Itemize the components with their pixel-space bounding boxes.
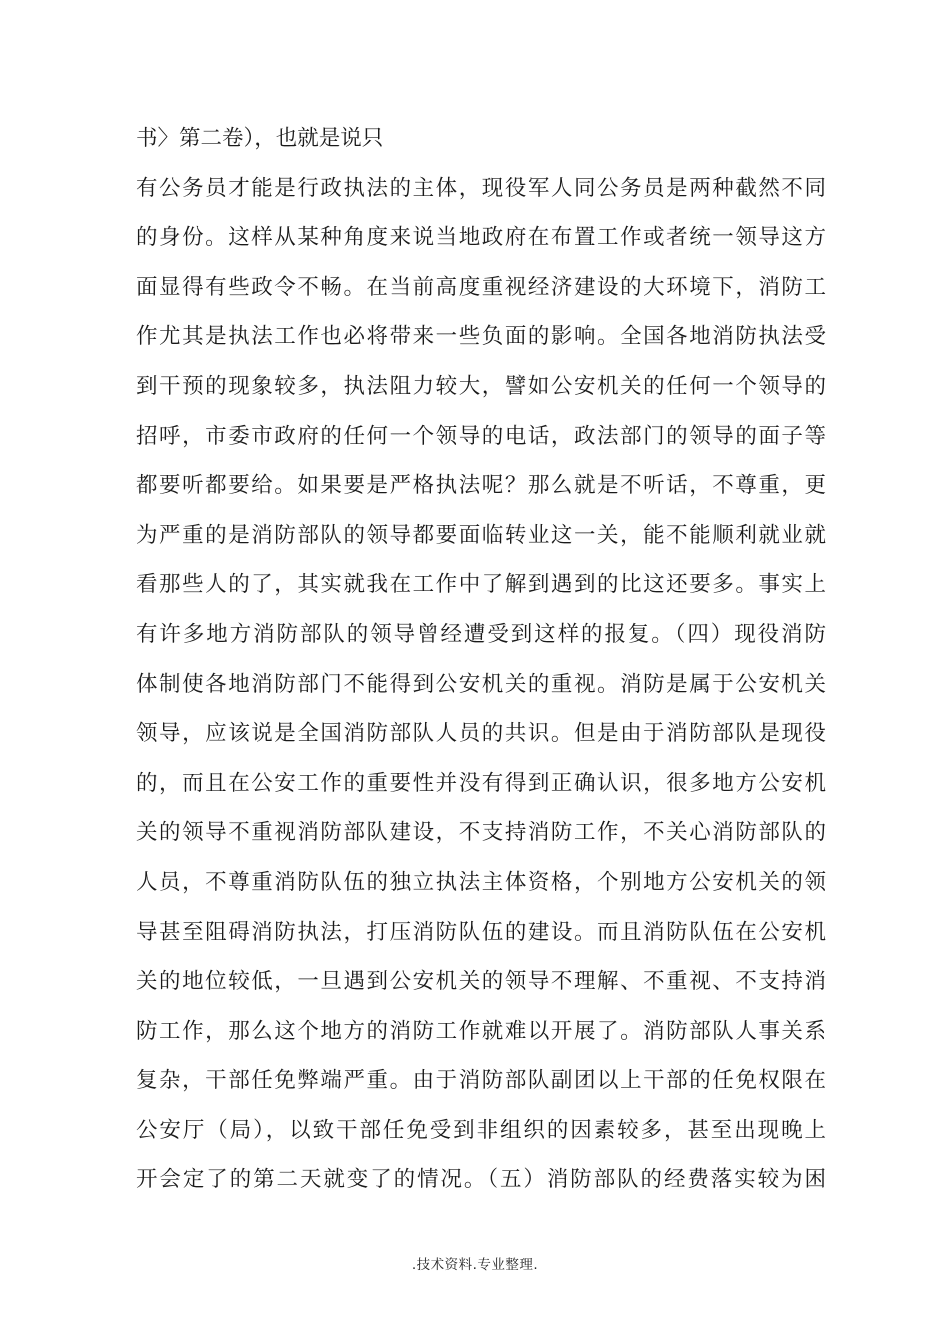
text-line: 关的地位较低，一旦遇到公安机关的领导不理解、不重视、不支持消 — [136, 969, 826, 995]
text-line: 面显得有些政令不畅。在当前高度重视经济建设的大环境下，消防工 — [136, 274, 826, 300]
body-text — [136, 114, 826, 1205]
text-line: 招呼，市委市政府的任何一个领导的电话，政法部门的领导的面子等 — [136, 423, 826, 449]
text-line: 公安厅（局），以致干部任免受到非组织的因素较多，甚至出现晚上 — [136, 1117, 826, 1143]
text-line: 领导，应该说是全国消防部队人员的共识。但是由于消防部队是现役 — [136, 721, 826, 747]
text-line: 看那些人的了，其实就我在工作中了解到遇到的比这还要多。事实上 — [136, 572, 826, 598]
text-line: 导甚至阻碍消防执法，打压消防队伍的建设。而且消防队伍在公安机 — [136, 919, 826, 945]
text-line: 的身份。这样从某种角度来说当地政府在布置工作或者统一领导这方 — [136, 225, 826, 251]
text-line: 体制使各地消防部门不能得到公安机关的重视。消防是属于公安机关 — [136, 671, 826, 697]
text-line: 防工作，那么这个地方的消防工作就难以开展了。消防部队人事关系 — [136, 1018, 826, 1044]
text-line: 到干预的现象较多，执法阻力较大，譬如公安机关的任何一个领导的 — [136, 373, 826, 399]
text-line: 为严重的是消防部队的领导都要面临转业这一关，能不能顺利就业就 — [136, 522, 826, 548]
page-footer: .技术资料.专业整理. — [411, 1257, 539, 1273]
text-line: 的，而且在公安工作的重要性并没有得到正确认识，很多地方公安机 — [136, 770, 826, 796]
text-line: 关的领导不重视消防部队建设，不支持消防工作，不关心消防部队的 — [136, 820, 826, 846]
text-line: 作尤其是执法工作也必将带来一些负面的影响。全国各地消防执法受 — [136, 324, 826, 350]
text-line: 有许多地方消防部队的领导曾经遭受到这样的报复。（四）现役消防 — [136, 621, 826, 647]
text-line: 复杂，干部任免弊端严重。由于消防部队副团以上干部的任免权限在 — [136, 1068, 826, 1094]
text-line: 都要听都要给。如果要是严格执法呢？那么就是不听话，不尊重，更 — [136, 473, 826, 499]
text-line: 有公务员才能是行政执法的主体，现役军人同公务员是两种截然不同 — [136, 175, 826, 201]
text-line: 人员，不尊重消防队伍的独立执法主体资格，个别地方公安机关的领 — [136, 869, 826, 895]
text-line: 书〉第二卷），也就是说只 — [136, 126, 384, 151]
text-line: 开会定了的第二天就变了的情况。（五）消防部队的经费落实较为困 — [136, 1167, 826, 1193]
